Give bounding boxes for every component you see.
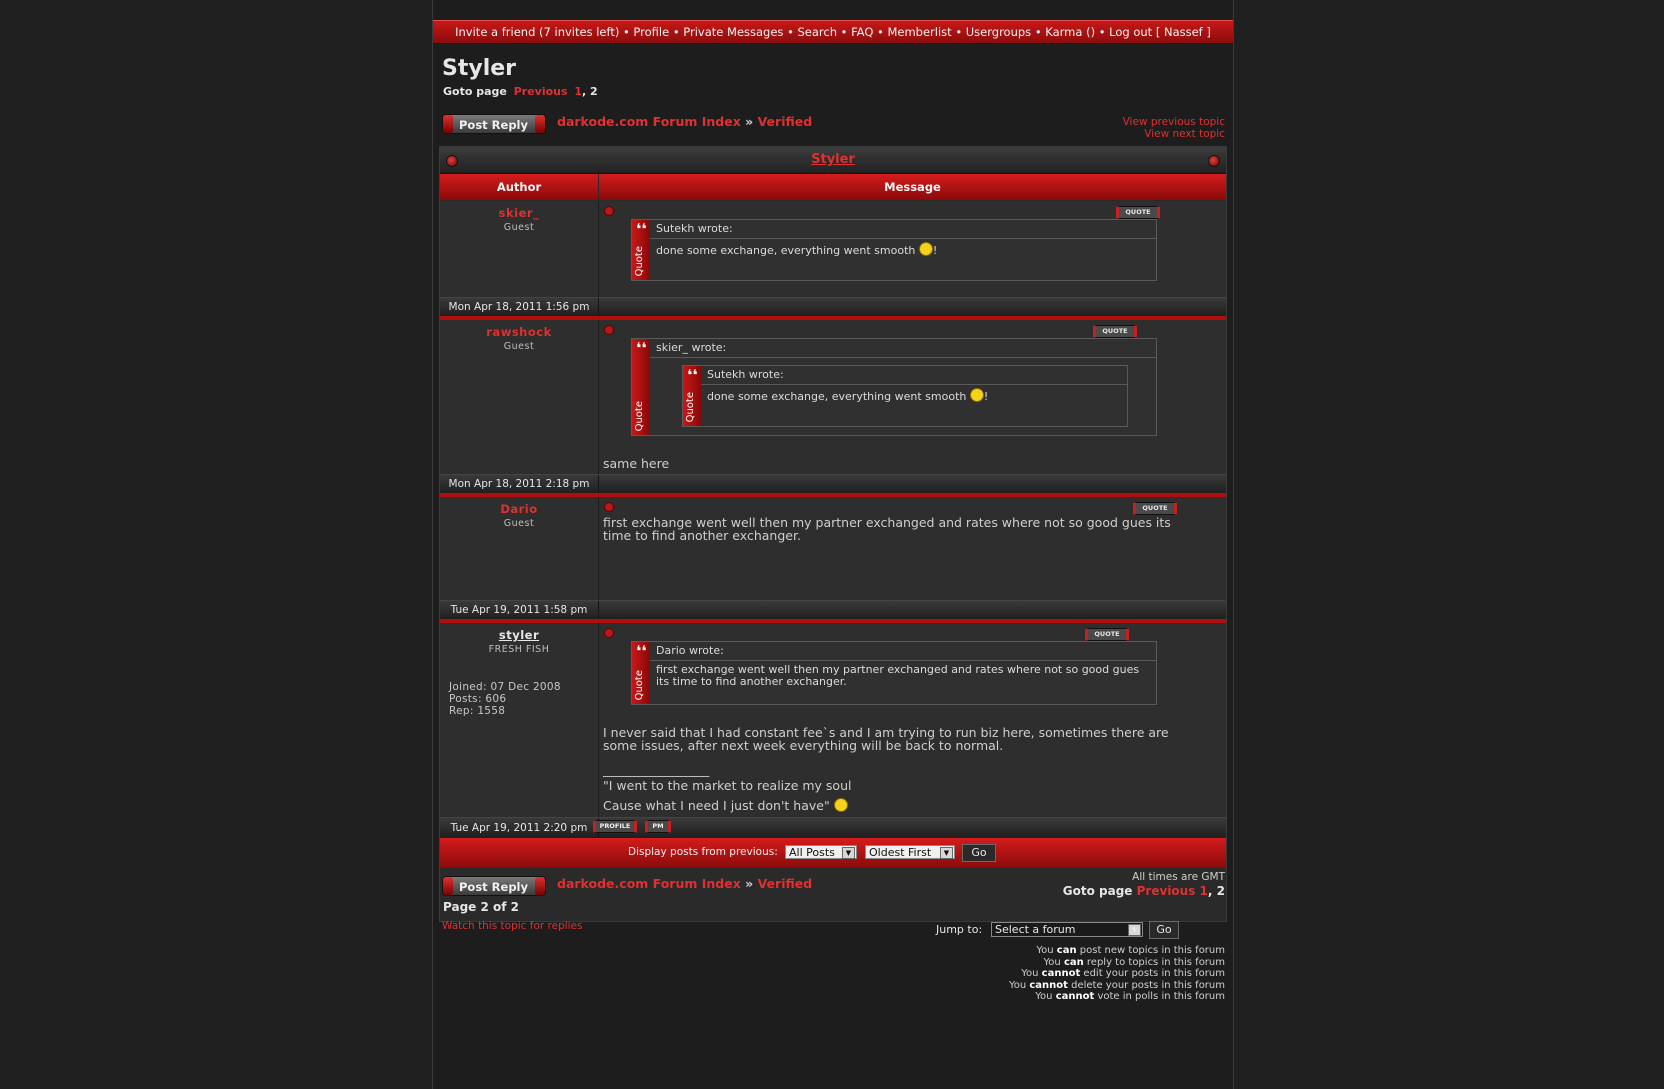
breadcrumb-bottom — [557, 876, 812, 891]
quote-side-label: Quote — [634, 400, 645, 431]
goto-page-1-link[interactable]: 1 — [574, 85, 583, 98]
post-author-name[interactable]: rawshock — [486, 325, 552, 339]
signature-text: Cause what I need I just don't have" — [603, 798, 830, 813]
quote-author: skier_ wrote: — [650, 339, 1156, 358]
post-icon[interactable] — [605, 629, 613, 637]
post-author-stats — [440, 681, 598, 717]
jump-forum-select[interactable] — [991, 922, 1143, 937]
breadcrumb — [557, 114, 812, 129]
post-author-panel — [440, 320, 599, 474]
posts-order-value: Oldest First — [869, 846, 932, 859]
quote-suffix: ! — [932, 244, 938, 257]
quote-bar — [632, 220, 650, 280]
post-author-rank: Guest — [503, 222, 535, 233]
posts-order-select[interactable] — [865, 845, 955, 859]
profile-button[interactable]: PROFILE — [593, 820, 637, 833]
post-message: I never said that I had constant fee`s and I am trying to run biz here, sometimes there are some issues, after next week everything will be back to normal. — [603, 725, 1169, 753]
quote-block — [631, 219, 1157, 281]
post-4 — [440, 623, 1226, 817]
quote-side-label: Quote — [634, 245, 645, 276]
post-body — [599, 623, 1226, 817]
permission-line: You cannot delete your posts in this forum — [1008, 979, 1225, 991]
post-reply-button[interactable] — [442, 114, 546, 134]
post-reply-label: Post Reply — [459, 118, 528, 132]
post-reply-button-bottom[interactable] — [442, 876, 546, 896]
nested-quote-block — [682, 365, 1128, 427]
quote-bar — [632, 642, 650, 704]
post-footer — [440, 474, 1226, 494]
signature-line-2 — [603, 798, 848, 812]
post-author-panel — [440, 623, 599, 817]
page-container — [432, 0, 1234, 1089]
signature-line-1: "I went to the market to realize my soul — [603, 778, 852, 793]
post-2 — [440, 320, 1226, 474]
author-rep: Rep: 1558 — [449, 705, 506, 717]
goto-label: Goto page — [443, 85, 507, 98]
breadcrumb-forum-link[interactable]: Verified — [757, 114, 813, 129]
quote-button[interactable]: QUOTE — [1093, 325, 1137, 338]
topic-navigation — [1123, 116, 1225, 140]
quote-block — [631, 641, 1157, 705]
post-message: first exchange went well then my partner exchanged and rates where not so good gues its time to find another exchanger. — [603, 515, 1171, 543]
post-body — [599, 320, 1226, 474]
author-joined: Joined: 07 Dec 2008 — [449, 681, 561, 693]
post-date: Tue Apr 19, 2011 2:20 pm — [440, 818, 599, 839]
goto-previous-link[interactable]: Previous — [513, 85, 568, 98]
posts-range-select[interactable] — [785, 845, 857, 859]
signature-line: _________________ — [603, 762, 710, 777]
posts-range-value: All Posts — [789, 846, 835, 859]
post-author-panel — [440, 201, 599, 311]
view-next-topic-link[interactable]: View next topic — [1144, 128, 1225, 140]
quote-suffix: ! — [983, 390, 989, 403]
breadcrumb-index-link[interactable]: darkode.com Forum Index — [557, 114, 741, 129]
quote-text — [707, 388, 1117, 403]
breadcrumb-sep: » — [745, 876, 754, 891]
page-title: Styler — [442, 56, 517, 81]
breadcrumb-sep: » — [745, 114, 754, 129]
quote-button[interactable]: QUOTE — [1085, 628, 1129, 641]
smile-icon — [919, 242, 933, 256]
column-message: Message — [599, 174, 1226, 200]
goto-previous-link[interactable]: Previous — [1136, 884, 1196, 898]
permission-line: You can reply to topics in this forum — [1043, 956, 1225, 968]
goto-page-2: , 2 — [582, 85, 598, 98]
post-author-rank: Guest — [503, 518, 535, 529]
button-cap-left — [443, 877, 453, 895]
pm-button[interactable]: PM — [645, 820, 671, 833]
permission-line: You cannot vote in polls in this forum — [1035, 991, 1225, 1002]
table-title-link[interactable]: Styler — [811, 152, 855, 167]
quote-mark-icon: ❛❛ — [636, 642, 647, 660]
page-count: Page 2 of 2 — [443, 900, 519, 914]
permission-line: You can post new topics in this forum — [1036, 945, 1225, 956]
goto-page-1-link[interactable]: 1 — [1199, 884, 1208, 898]
quote-text-content: done some exchange, everything went smooth — [707, 390, 967, 403]
quote-text-content: done some exchange, everything went smooth — [656, 244, 916, 257]
goto-page — [443, 85, 598, 98]
table-title-bar — [440, 147, 1226, 174]
smile-icon — [834, 798, 848, 812]
chevron-down-icon: ▼ — [940, 847, 953, 859]
top-navigation-bar[interactable]: Invite a friend (7 invites left) • Profile • Private Messages • Search • FAQ • Memberlist • Usergroups • Karma () • Log out [ Nassef ] — [433, 20, 1233, 44]
post-body — [599, 201, 1226, 311]
post-footer — [440, 600, 1226, 620]
quote-text — [656, 242, 1146, 257]
view-previous-topic-link[interactable]: View previous topic — [1122, 116, 1225, 128]
quote-author: Sutekh wrote: — [701, 366, 1127, 385]
post-footer — [440, 817, 1226, 839]
post-footer — [440, 297, 1226, 317]
quote-bar — [632, 339, 650, 435]
display-posts-label: Display posts from previous: — [628, 846, 778, 858]
quote-side-label: Quote — [685, 391, 696, 422]
quote-mark-icon: ❛❛ — [687, 366, 698, 384]
post-reply-label: Post Reply — [459, 880, 528, 894]
display-posts-bar — [440, 838, 1226, 868]
timezone-note: All times are GMT — [1132, 871, 1225, 883]
column-author: Author — [440, 174, 598, 200]
chevron-down-icon: ▼ — [842, 847, 855, 859]
corner-dot-icon — [446, 155, 458, 167]
chevron-down-icon: ▼ — [1128, 924, 1141, 936]
post-author-name[interactable]: skier_ — [498, 206, 540, 220]
smile-icon — [970, 388, 984, 402]
jump-go-button[interactable]: Go — [1149, 921, 1179, 939]
post-date: Mon Apr 18, 2011 1:56 pm — [440, 298, 599, 317]
post-1 — [440, 201, 1226, 311]
breadcrumb-forum-link[interactable]: Verified — [757, 876, 813, 891]
post-author-name[interactable]: Dario — [500, 502, 538, 516]
jump-forum-value: Select a forum — [995, 923, 1076, 936]
forum-permissions — [1009, 945, 1225, 1003]
quote-author: Dario wrote: — [650, 642, 1156, 661]
quote-author: Sutekh wrote: — [650, 220, 1156, 239]
post-author-name[interactable]: styler — [498, 628, 540, 642]
post-date: Tue Apr 19, 2011 1:58 pm — [440, 601, 599, 620]
goto-label: Goto page — [1062, 884, 1133, 898]
goto-page-2: , 2 — [1207, 884, 1225, 898]
post-body — [599, 497, 1226, 600]
post-date: Mon Apr 18, 2011 2:18 pm — [440, 475, 599, 494]
button-cap-left — [443, 115, 453, 133]
quote-button[interactable]: QUOTE — [1133, 502, 1177, 515]
button-cap-right — [535, 877, 545, 895]
goto-page-bottom — [1063, 884, 1225, 898]
post-icon[interactable] — [605, 207, 613, 215]
quote-mark-icon: ❛❛ — [636, 339, 647, 357]
quote-bar — [683, 366, 701, 426]
display-go-button[interactable]: Go — [962, 844, 996, 862]
corner-dot-icon — [1208, 155, 1220, 167]
post-icon[interactable] — [605, 326, 613, 334]
post-icon[interactable] — [605, 503, 613, 511]
post-message: same here — [603, 456, 670, 471]
quote-button[interactable]: QUOTE — [1116, 206, 1160, 219]
post-3 — [440, 497, 1226, 600]
watch-topic-link[interactable]: Watch this topic for replies — [442, 920, 583, 932]
post-author-rank: FRESH FISH — [488, 644, 550, 655]
quote-block — [631, 338, 1157, 436]
author-posts: Posts: 606 — [449, 693, 507, 705]
quote-mark-icon: ❛❛ — [636, 220, 647, 238]
posts-table — [439, 146, 1227, 922]
quote-side-label: Quote — [634, 669, 645, 700]
breadcrumb-index-link[interactable]: darkode.com Forum Index — [557, 876, 741, 891]
post-author-panel — [440, 497, 599, 600]
button-cap-right — [535, 115, 545, 133]
permission-line: You cannot edit your posts in this forum — [1021, 968, 1225, 979]
jump-to-label: Jump to: — [936, 923, 983, 936]
quote-text: first exchange went well then my partner exchanged and rates where not so good gues its time to find another exchanger. — [656, 663, 1140, 688]
post-author-rank: Guest — [503, 341, 535, 352]
